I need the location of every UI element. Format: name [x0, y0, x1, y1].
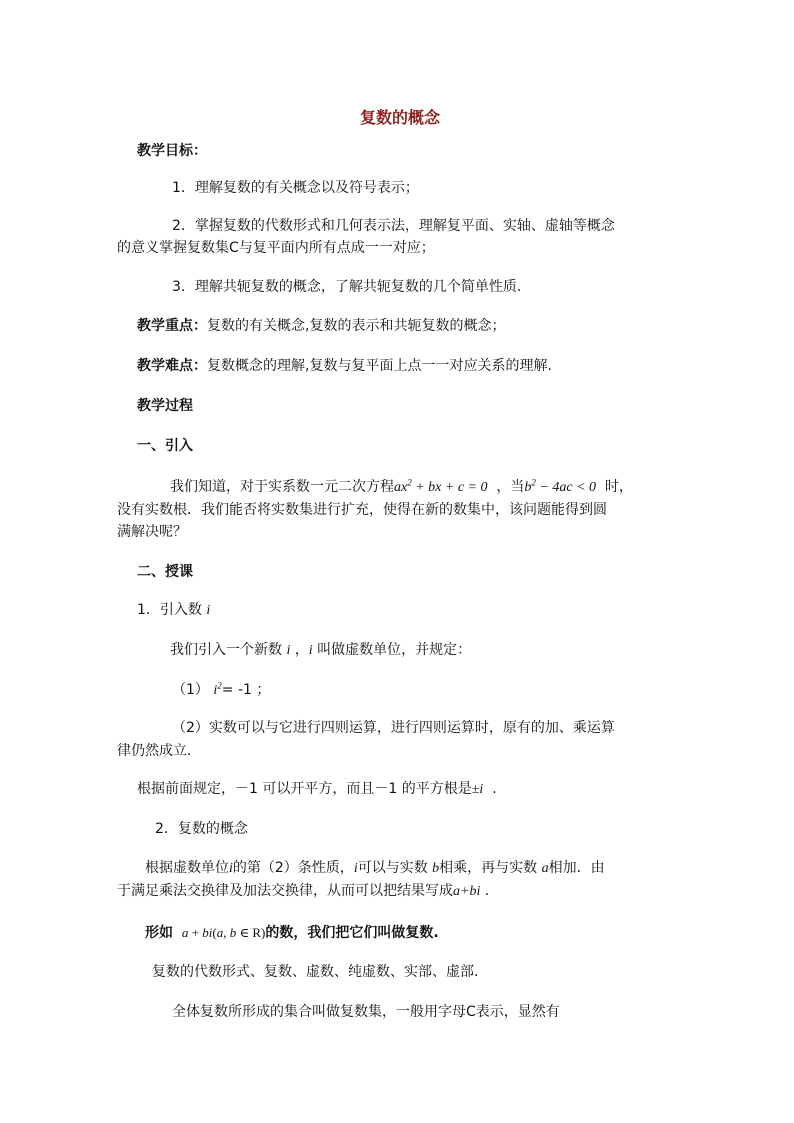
- key-points: [137, 316, 505, 336]
- imaginary-unit-symbol: i: [206, 603, 211, 618]
- complex-line2-text: 于满足乘法交换律及加法交换律，从而可以把结果写成: [117, 883, 453, 899]
- square-root-note: [137, 779, 497, 800]
- complex-paragraph-line-2: [117, 881, 489, 902]
- square-root-text: 根据前面规定，－1 可以开平方，而且－1 的平方根是: [137, 781, 472, 797]
- complex-text-a: 根据虚数单位: [145, 860, 229, 876]
- imaginary-symbol-2: i: [308, 643, 313, 658]
- i-squared: $i^2$: [213, 680, 222, 698]
- definition-text: 的数，我们把它们叫做复数.: [265, 925, 439, 941]
- complex-text-d: 相乘，再与实数: [439, 860, 538, 876]
- rule-1-text: = -1 ；: [221, 682, 271, 698]
- complex-text-e: 相加．由: [548, 860, 605, 876]
- intro-paragraph-line-1: [170, 477, 633, 498]
- complex-definition: [145, 923, 439, 943]
- definition-lead: 形如: [145, 925, 173, 941]
- objective-1: 1．理解复数的有关概念以及符号表示；: [172, 180, 419, 196]
- terms-list: 复数的代数形式、复数、虚数、纯虚数、实部、虚部.: [152, 964, 479, 980]
- imaginary-intro: [170, 640, 471, 661]
- difficulties: [137, 356, 552, 376]
- discriminant-condition: $b^2 - 4ac < 0$: [524, 477, 597, 495]
- objectives-heading: 教学目标：: [137, 143, 207, 159]
- difficulties-text: 复数概念的理解,复数与复平面上点一一对应关系的理解.: [207, 358, 552, 374]
- imaginary-symbol-1: i: [286, 643, 291, 658]
- quadratic-equation: $ax^2$ + bx + c = 0: [394, 477, 488, 495]
- square-root-end: .: [492, 781, 497, 797]
- difficulties-label: 教学难点：: [137, 358, 207, 374]
- key-points-label: 教学重点：: [137, 318, 207, 334]
- imaginary-intro-sep: ，: [294, 642, 309, 658]
- imaginary-intro-b: 叫做虚数单位，并规定：: [317, 642, 472, 658]
- subsection-2: 2．复数的概念: [155, 821, 248, 837]
- intro-paragraph-line-3: 满解决呢？: [117, 524, 187, 540]
- intro-text-b: ，当: [496, 479, 525, 495]
- rule-2-line-2: 律仍然成立.: [117, 743, 192, 759]
- complex-i-1: i: [229, 861, 233, 876]
- intro-paragraph-line-2: 没有实数根．我们能否将实数集进行扩充，使得在新的数集中，该问题能得到圆: [117, 502, 607, 518]
- intro-text-c: 时，: [604, 479, 633, 495]
- complex-paragraph-line-1: [145, 858, 605, 879]
- complex-text-c: 可以与实数: [357, 860, 428, 876]
- plus-minus-i: ±i: [471, 782, 484, 797]
- section-2-heading: 二、授课: [137, 564, 193, 580]
- complex-i-2: i: [353, 861, 358, 876]
- subsection-1-label: 1．引入数: [137, 602, 202, 618]
- variable-b: b: [432, 861, 440, 876]
- complex-line2-end: .: [484, 883, 490, 899]
- variable-a: a: [541, 861, 549, 876]
- subsection-1: [137, 600, 210, 621]
- definition-expression: a + bi(a, b ∈ R): [181, 925, 266, 940]
- complex-set-line: 全体复数所形成的集合叫做复数集，一般用字母C表示，显然有: [172, 1004, 560, 1020]
- key-points-text: 复数的有关概念,复数的表示和共轭复数的概念；: [207, 318, 506, 334]
- page-title: 复数的概念: [360, 108, 441, 127]
- objective-2-line-2: 的意义掌握复数集C与复平面内所有点成一一对应；: [117, 240, 435, 256]
- process-heading: 教学过程: [137, 398, 193, 414]
- rule-2-line-1: （2）实数可以与它进行四则运算，进行四则运算时，原有的加、乘运算: [172, 720, 615, 736]
- complex-text-b: 的第（2）条性质，: [232, 860, 354, 876]
- rule-1-number: （1）: [172, 682, 209, 698]
- rule-1: [172, 680, 270, 701]
- imaginary-intro-a: 我们引入一个新数: [170, 642, 282, 658]
- objective-2-line-1: 2．掌握复数的代数形式和几何表示法，理解复平面、实轴、虚轴等概念: [172, 218, 615, 234]
- intro-text-a: 我们知道，对于实系数一元二次方程: [170, 479, 394, 495]
- section-1-heading: 一、引入: [137, 438, 193, 454]
- objective-3: 3．理解共轭复数的概念，了解共轭复数的几个简单性质.: [172, 279, 522, 295]
- expression-a-plus-bi: a+bi: [453, 884, 481, 899]
